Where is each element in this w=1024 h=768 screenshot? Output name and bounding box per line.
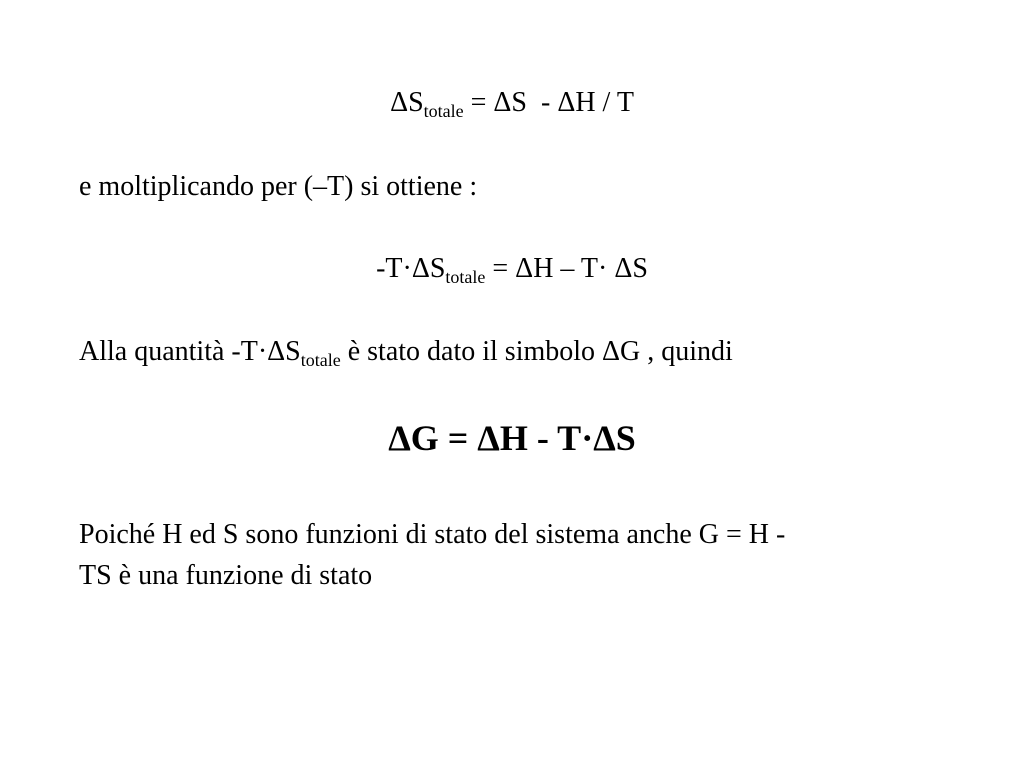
symbol-definition-text <box>79 335 733 369</box>
eq1-rhs: = ΔS - ΔH / T <box>463 87 634 118</box>
conclusion-line-2: TS è una funzione di stato <box>79 560 373 591</box>
eq2-lhs: -T·ΔS <box>376 253 446 284</box>
conclusion-line-1: Poiché H ed S sono funzioni di stato del sistema anche G = H - <box>79 519 786 550</box>
multiplied-equation <box>0 252 1024 286</box>
text2-subscript: totale <box>300 350 341 370</box>
gibbs-equation: ΔG = ΔH - T·ΔS <box>388 418 636 458</box>
text2-suffix: è stato dato il simbolo ΔG , quindi <box>340 336 733 367</box>
multiply-text: e moltiplicando per (–T) si ottiene : <box>79 171 478 202</box>
text2-prefix: Alla quantità -T·ΔS <box>79 336 301 367</box>
eq2-rhs: = ΔH – T· ΔS <box>485 253 648 284</box>
eq1-subscript: totale <box>423 101 464 121</box>
entropy-total-equation <box>0 86 1024 120</box>
eq2-subscript: totale <box>445 267 486 287</box>
eq1-lhs: ΔS <box>390 87 424 118</box>
conclusion-paragraph <box>79 514 959 596</box>
